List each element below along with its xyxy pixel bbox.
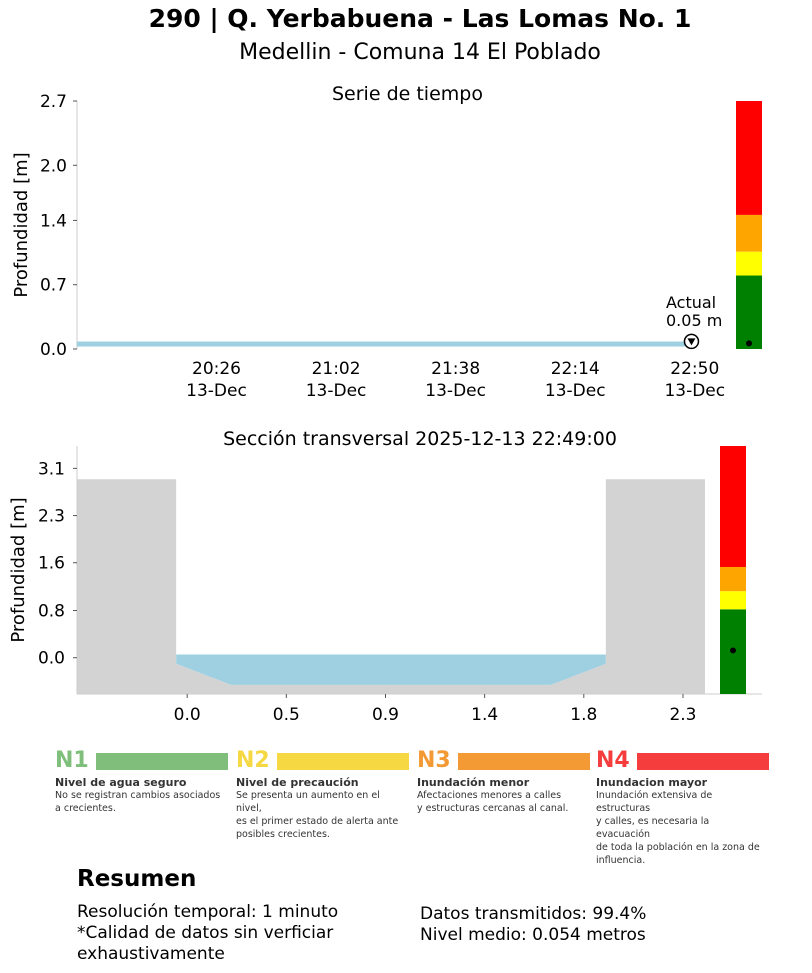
- summary-quality-note-2: exhaustivamente: [77, 944, 225, 964]
- y-tick-label: 2.3: [37, 506, 65, 527]
- legend-code: N1: [55, 748, 89, 773]
- chart-title: Sección transversal 2025-12-13 22:49:00: [223, 428, 617, 450]
- x-tick-time: 22:50: [670, 359, 720, 379]
- x-tick-label: 1.4: [471, 705, 499, 725]
- x-tick-date: 13-Dec: [305, 381, 367, 401]
- page-subtitle: Medellin - Comuna 14 El Poblado: [239, 40, 601, 65]
- x-tick-label: 1.8: [570, 705, 598, 725]
- cross-section-chart: [0, 420, 812, 740]
- x-tick-date: 13-Dec: [544, 381, 606, 401]
- alert-band-n3: [736, 215, 762, 252]
- alert-band-n1: [736, 276, 762, 349]
- x-tick-label: 2.3: [669, 705, 697, 725]
- y-tick-label: 0.0: [37, 648, 65, 669]
- summary-left: [77, 902, 397, 965]
- y-tick-label: 0.0: [39, 340, 67, 360]
- legend-title: Nivel de precaución: [236, 776, 359, 789]
- alert-band-n4: [720, 446, 746, 567]
- alert-band-n2: [736, 252, 762, 276]
- summary-transmitted: Datos transmitidos: 99.4%: [420, 904, 647, 924]
- summary-mean-level: Nivel medio: 0.054 metros: [420, 925, 646, 945]
- legend-description: Afectaciones menores a calles y estructuras cercanas al canal.: [417, 790, 569, 814]
- x-tick-date: 13-Dec: [186, 381, 247, 401]
- y-tick-label: 2.0: [39, 156, 67, 177]
- alert-bar-current-dot: [730, 647, 736, 653]
- y-tick-label: 0.8: [37, 601, 65, 622]
- depth-series-line: [77, 342, 691, 347]
- legend-color-bar: [277, 753, 409, 770]
- legend-title: Inundacion mayor: [596, 776, 708, 789]
- legend-code: N3: [417, 748, 451, 773]
- y-tick-label: 3.1: [37, 459, 65, 480]
- page-title: 290 | Q. Yerbabuena - Las Lomas No. 1: [148, 4, 692, 33]
- x-tick-time: 21:38: [431, 359, 481, 379]
- summary-quality-note: *Calidad de datos sin verficiar: [77, 923, 334, 943]
- summary-right: [420, 904, 740, 946]
- alert-bar-current-dot: [746, 340, 752, 346]
- legend-item-n1: [55, 748, 225, 815]
- x-tick-label: 0.9: [371, 705, 400, 725]
- x-tick-date: 13-Dec: [425, 381, 486, 401]
- summary-resolution: Resolución temporal: 1 minuto: [77, 902, 339, 922]
- legend-color-bar: [637, 753, 769, 770]
- x-tick-time: 22:14: [550, 359, 600, 379]
- legend-item-n4: [596, 748, 766, 867]
- x-tick-time: 21:02: [311, 359, 361, 379]
- legend-description: Se presenta un aumento en el nivel, es el primer estado de alerta ante posibles crecientes.: [236, 790, 399, 840]
- legend-color-bar: [458, 753, 590, 770]
- legend-title: Nivel de agua seguro: [55, 776, 187, 789]
- legend-title: Inundación menor: [417, 776, 530, 789]
- alert-band-n4: [736, 101, 762, 215]
- legend-description: No se registran cambios asociados a crecientes.: [55, 790, 221, 814]
- y-tick-label: 0.7: [39, 275, 67, 296]
- y-tick-label: 2.7: [39, 92, 67, 112]
- y-tick-label: 1.6: [37, 553, 65, 574]
- legend-item-n2: [236, 748, 406, 841]
- alert-level-legend: [55, 748, 767, 866]
- summary-title: Resumen: [77, 866, 197, 892]
- legend-color-bar: [96, 753, 228, 770]
- y-axis-label: Profundidad [m]: [11, 152, 32, 298]
- x-tick-label: 0.0: [173, 705, 201, 725]
- x-tick-time: 20:26: [192, 359, 241, 379]
- alert-band-n3: [720, 567, 746, 591]
- y-axis-label: Profundidad [m]: [8, 497, 29, 643]
- y-tick-label: 1.4: [39, 211, 67, 232]
- legend-code: N2: [236, 748, 270, 773]
- water-area: [176, 654, 606, 684]
- chart-title: Serie de tiempo: [332, 83, 483, 105]
- current-value-label: 0.05 m: [666, 311, 723, 330]
- x-tick-label: 0.5: [272, 705, 300, 725]
- legend-description: Inundación extensiva de estructuras y calles, es necesaria la evacuación de toda la población en la zona de influencia.: [596, 790, 760, 866]
- current-label: Actual: [666, 293, 717, 312]
- legend-code: N4: [596, 748, 630, 773]
- x-tick-date: 13-Dec: [664, 381, 726, 401]
- time-series-chart: [0, 80, 812, 410]
- alert-band-n2: [720, 591, 746, 609]
- legend-item-n3: [417, 748, 587, 815]
